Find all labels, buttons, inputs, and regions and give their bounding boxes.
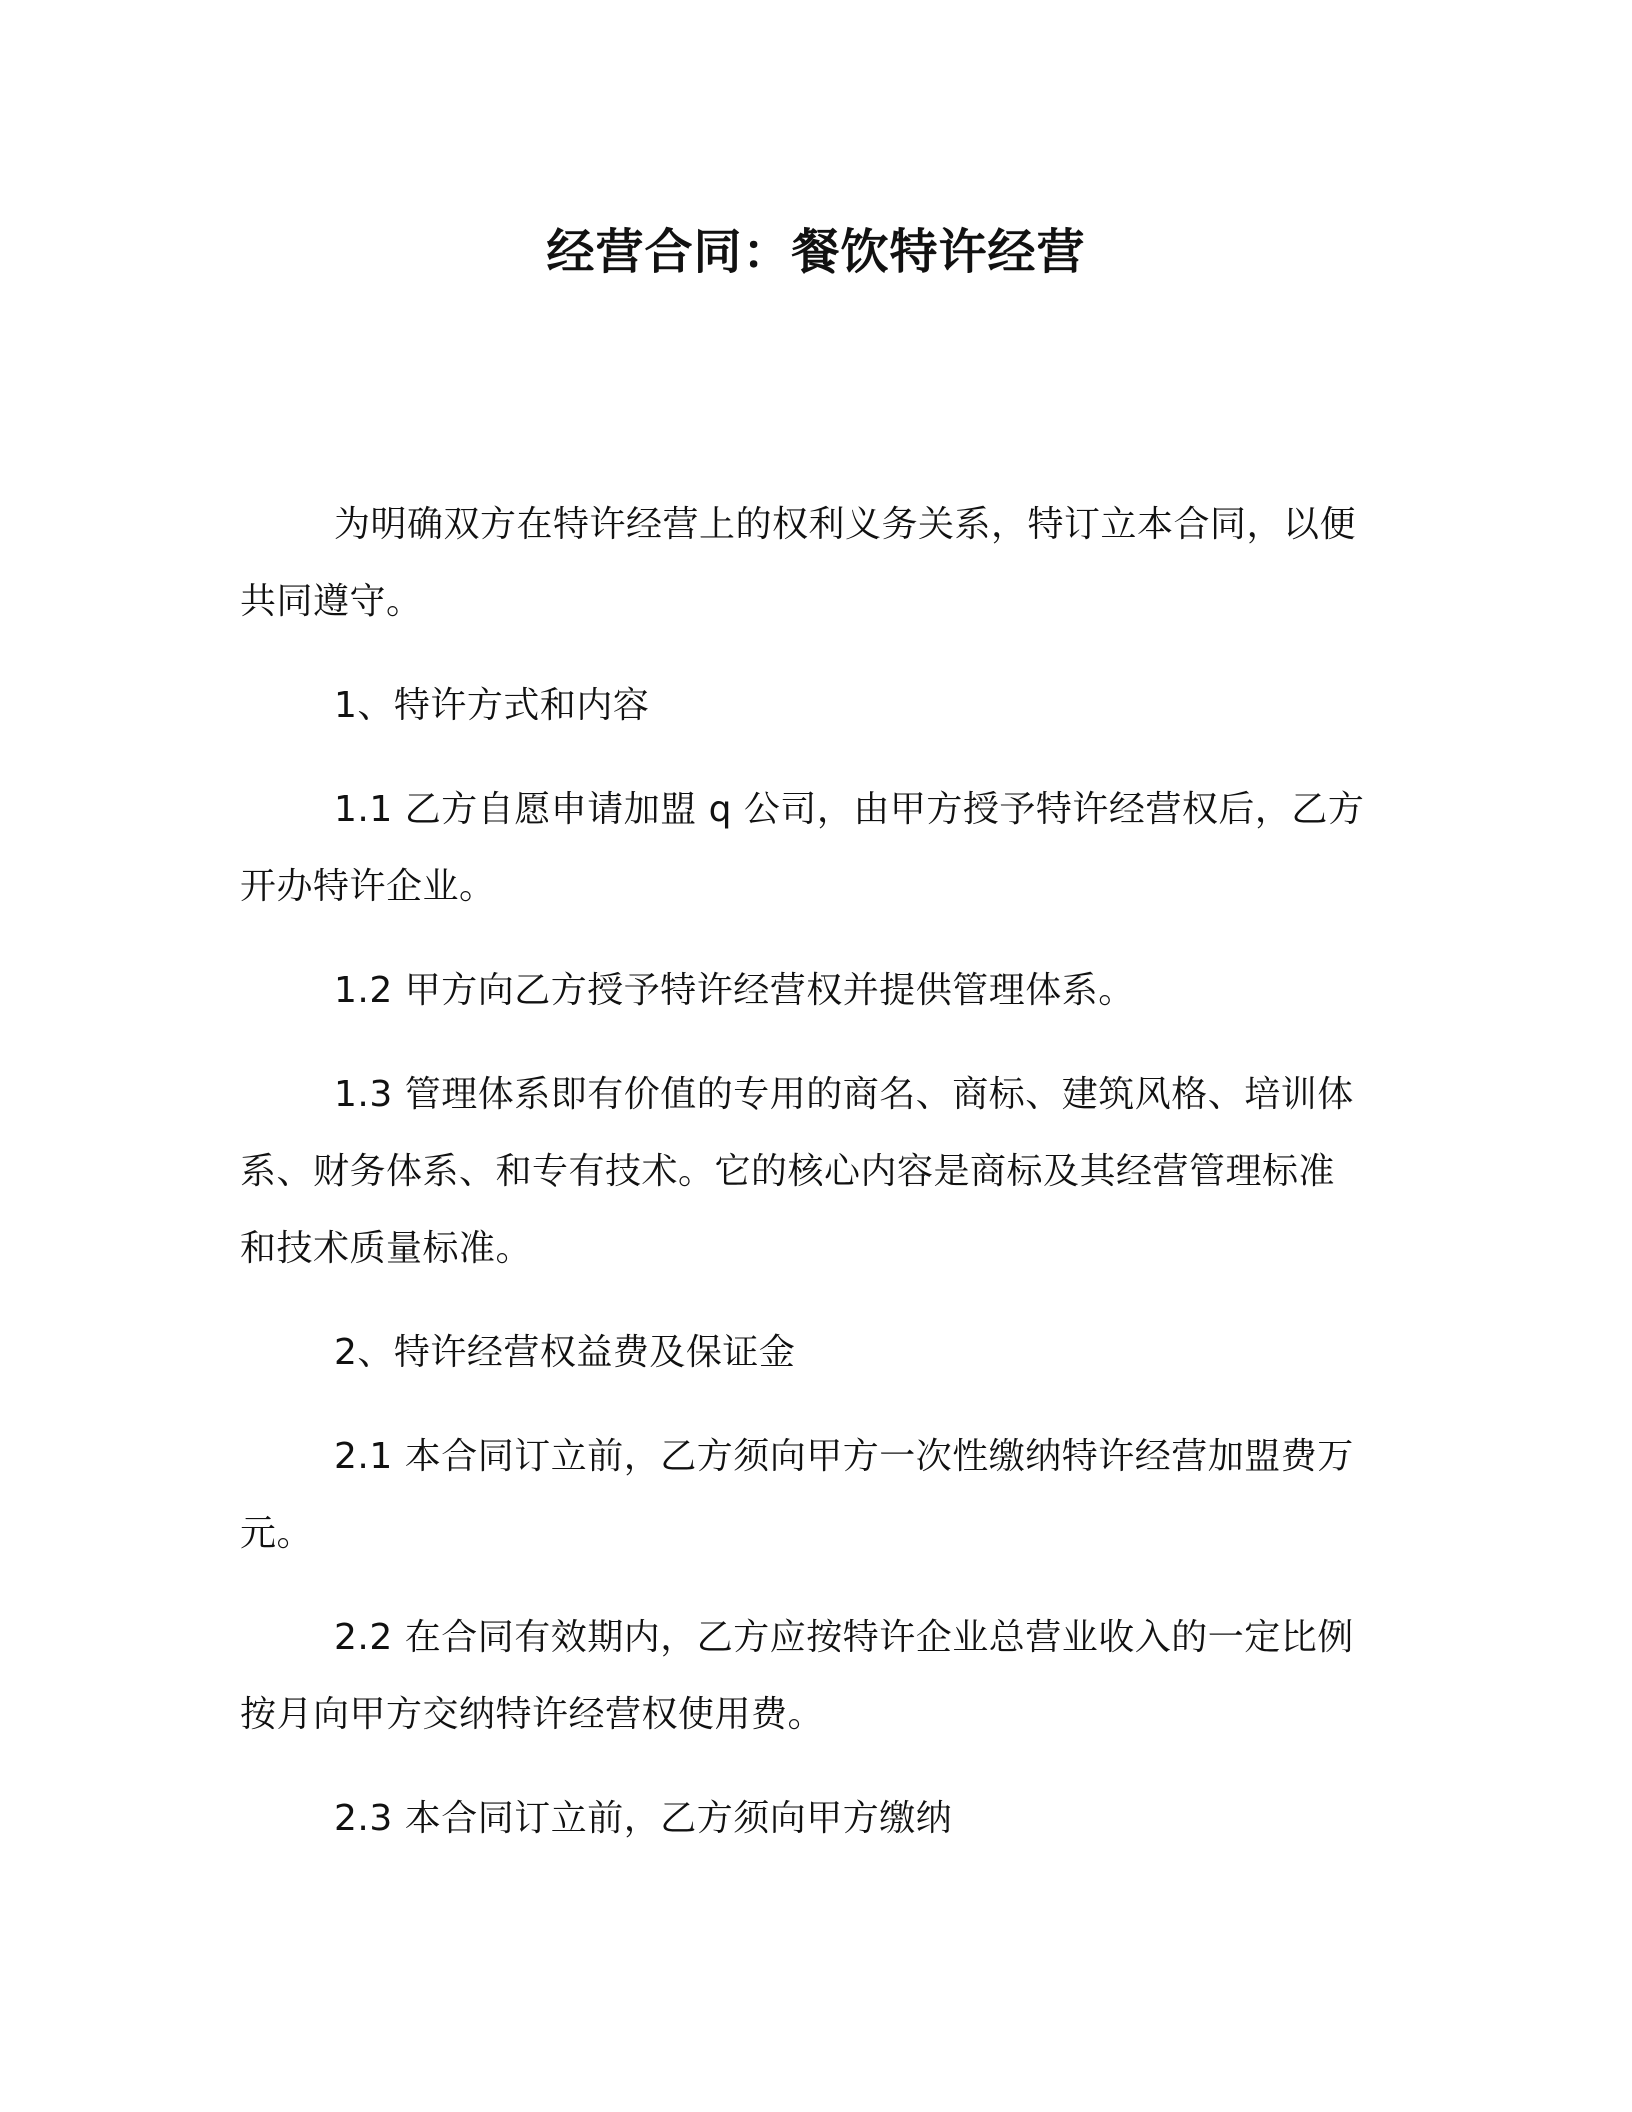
section-heading-2: 2、特许经营权益费及保证金 [334, 1332, 796, 1373]
clause-1-1: 1.1 乙方自愿申请加盟 q 公司，由甲方授予特许经营权后，乙方开办特许企业。 [240, 789, 1365, 907]
clause-2-3: 2.3 本合同订立前，乙方须向甲方缴纳 [334, 1798, 953, 1839]
intro-paragraph: 为明确双方在特许经营上的权利义务关系，特订立本合同，以便共同遵守。 [240, 504, 1357, 622]
clause-2-1: 2.1 本合同订立前，乙方须向甲方一次性缴纳特许经营加盟费万元。 [240, 1436, 1354, 1554]
clause-2-2: 2.2 在合同有效期内，乙方应按特许企业总营业收入的一定比例按月向甲方交纳特许经营权使用费。 [240, 1617, 1354, 1735]
document-body [240, 486, 1368, 1884]
clause-1-3: 1.3 管理体系即有价值的专用的商名、商标、建筑风格、培训体系、财务体系、和专有技术。它的核心内容是商标及其经营管理标准和技术质量标准。 [240, 1074, 1354, 1269]
clause-1-2: 1.2 甲方向乙方授予特许经营权并提供管理体系。 [334, 970, 1135, 1011]
document-title: 经营合同：餐饮特许经营 [546, 224, 1086, 280]
section-heading-1: 1、特许方式和内容 [334, 685, 650, 726]
